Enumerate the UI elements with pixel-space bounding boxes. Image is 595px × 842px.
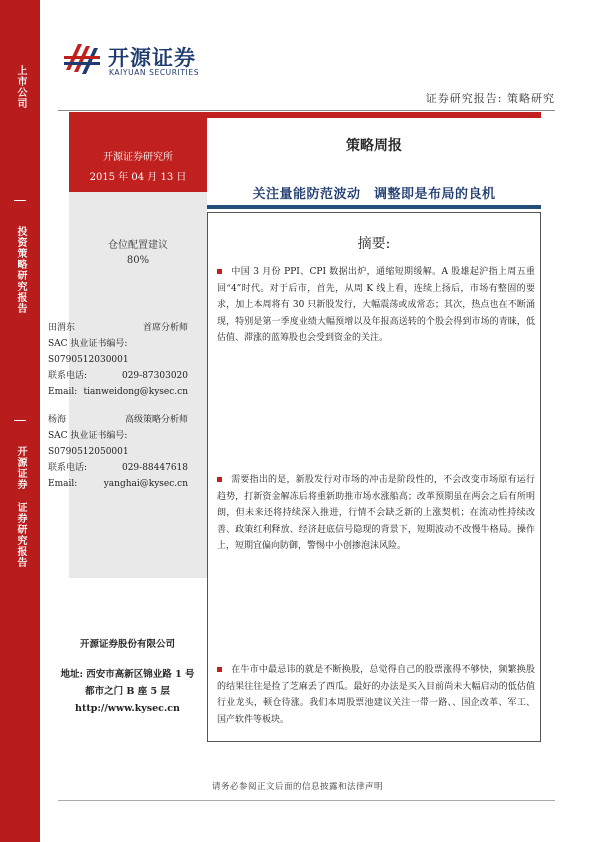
summary-bullet: [217, 472, 535, 555]
disclaimer: 请务必参阅正文后面的信息披露和法律声明: [211, 782, 383, 792]
cert-label: SAC 执业证书编号:: [48, 431, 128, 441]
email-label: Email:: [48, 479, 78, 489]
company-logo: [62, 40, 222, 82]
side-bar: [0, 0, 40, 842]
header-divider: [58, 110, 555, 111]
website-link[interactable]: http://www.kysec.cn: [75, 703, 180, 714]
analyst-card: [48, 412, 188, 492]
headline-underline: [207, 205, 541, 209]
cert-label: SAC 执业证书编号:: [48, 339, 128, 349]
footer-divider: [58, 800, 555, 801]
analyst-name: 田渭东: [48, 323, 76, 333]
side-label-top: 上市公司: [15, 65, 26, 109]
company-name: 开源证券股份有限公司: [79, 639, 175, 650]
company-address: [48, 666, 207, 717]
email-link[interactable]: yanghai@kysec.cn: [103, 479, 188, 489]
report-date: 2015 年 04 月 13 日: [89, 172, 187, 183]
side-label-middle: 投资策略研究报告: [15, 226, 26, 314]
report-headline: 关注量能防范波动 调整即是布局的良机: [252, 187, 496, 202]
address-line: 都市之门 B 座 5 层: [85, 686, 170, 697]
header-red-strip: [207, 112, 541, 118]
report-title: 策略周报: [346, 138, 402, 154]
phone-number: 029-88447618: [121, 463, 188, 473]
address-line: 地址: 西安市高新区锦业路 1 号: [60, 669, 195, 680]
cert-number: S0790512030001: [48, 355, 129, 365]
analyst-role: 高级策略分析师: [124, 415, 188, 425]
cert-number: S0790512050001: [48, 447, 129, 457]
phone-label: 联系电话:: [48, 371, 88, 381]
analyst-role: 首席分析师: [142, 323, 188, 333]
side-divider: [14, 200, 26, 201]
bullet-text: 需要指出的是，新股发行对市场的冲击是阶段性的，不会改变市场原有运行趋势，打新资金解冻后将重新助推市场水涨船高；改革预期虽在两会之后有所明朗，但未来还将持续深入推进，行情不会缺乏新的上涨契机；在流动性持续改善、政策红利释放、经济赶底信号隐现的背景下，短期波动不改慢牛格局。操作上，短期宜偏向防御，警惕中小创掺泡沫风险。: [217, 475, 535, 551]
bullet-text: 在牛市中最忌讳的就是不断换股，总觉得自己的股票涨得不够快，频繁换股的结果往往是捡了芝麻丢了西瓜。最好的办法是买入目前尚未大幅启动的低估值行业龙头，顿仓待涨。我们本周股票池建议关注一带一路、、国企改革、军工、国产软件等板块。: [217, 665, 535, 725]
analyst-card: [48, 320, 188, 400]
summary-bullet: [217, 662, 535, 728]
institute-name: 开源证券研究所: [103, 152, 173, 163]
logo-text-en: KAIYUAN SECURITIES: [109, 68, 200, 77]
phone-label: 联系电话:: [48, 463, 88, 473]
bullet-icon: [217, 269, 222, 274]
bullet-icon: [217, 667, 222, 672]
side-divider: [14, 420, 26, 421]
summary-bullet: [217, 264, 535, 347]
email-link[interactable]: tianweidong@kysec.cn: [83, 387, 188, 397]
phone-number: 029-87303020: [121, 371, 188, 381]
report-type: 证券研究报告: 策略研究: [425, 92, 555, 105]
kaiyuan-logo-icon: [62, 40, 104, 78]
email-label: Email:: [48, 387, 78, 397]
logo-text-cn: 开源证券: [108, 46, 196, 70]
position-label: 仓位配置建议: [108, 240, 168, 251]
analyst-name: 杨海: [48, 415, 67, 425]
side-label-bottom: 开源证券 证券研究报告: [15, 446, 26, 568]
position-value: 80%: [126, 255, 150, 266]
summary-title: 摘要:: [357, 236, 391, 252]
bullet-text: 中国 3 月份 PPI、CPI 数据出炉，通缩短期缓解。A 股雄起沪指上周五重回“4”时代。对于后市，首先，从周 K 线上看，连续上扬后，市场有整固的要求，加上本周将有 30 只新股发行，大幅震荡或成常态；其次，热点也在不断涌现，特别是第一季度业绩大幅预增以及年报高送转的个股会得到市场的青睐，低估值、滞涨的蓝筹股也会受到资金的关注。: [217, 267, 535, 343]
bullet-icon: [217, 477, 222, 482]
